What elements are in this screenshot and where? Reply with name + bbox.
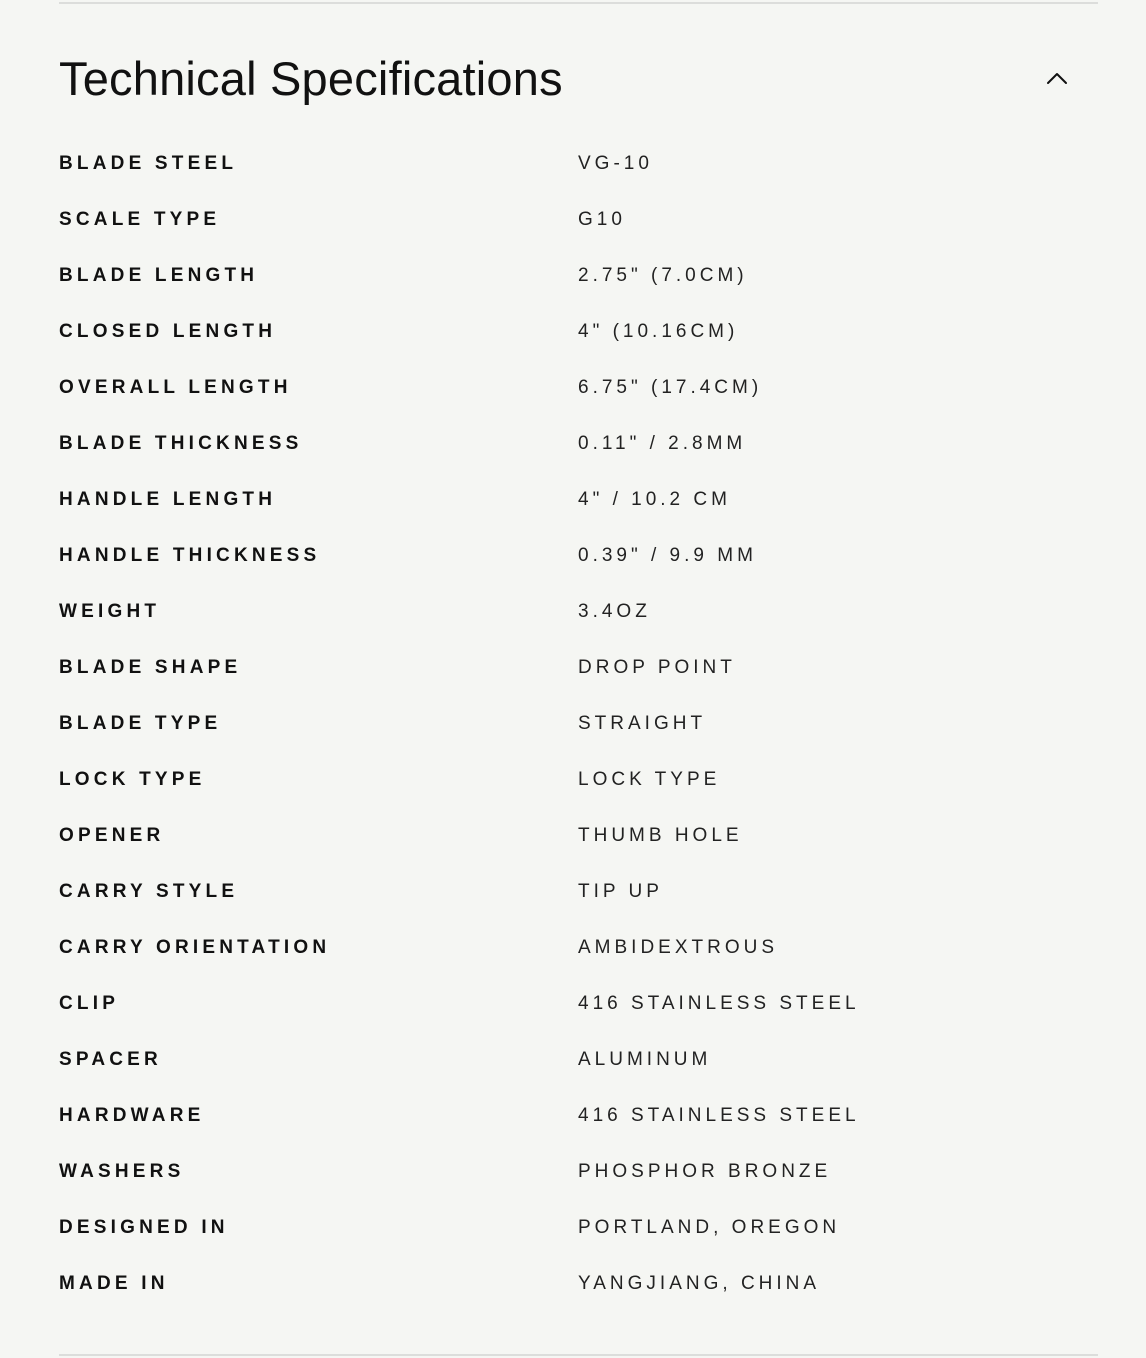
spec-value: 4" (10.16CM)	[578, 321, 739, 342]
spec-row-blade-thickness	[59, 416, 1098, 472]
section-title: Technical Specifications	[59, 51, 563, 105]
spec-row-carry-style	[59, 864, 1098, 920]
spec-value: TIP UP	[578, 881, 663, 902]
spec-value: 6.75" (17.4CM)	[578, 377, 763, 398]
spec-row-made-in	[59, 1256, 1098, 1312]
spec-value: THUMB HOLE	[578, 825, 743, 846]
spec-label: HARDWARE	[59, 1105, 205, 1126]
section-divider-top	[59, 2, 1098, 4]
spec-value: PORTLAND, OREGON	[578, 1217, 841, 1238]
spec-row-blade-steel	[59, 136, 1098, 192]
spec-value: 0.11" / 2.8MM	[578, 433, 747, 454]
spec-label: CARRY STYLE	[59, 881, 239, 902]
spec-row-carry-orientation	[59, 920, 1098, 976]
spec-value: YANGJIANG, CHINA	[578, 1273, 821, 1294]
spec-row-washers	[59, 1144, 1098, 1200]
spec-label: BLADE THICKNESS	[59, 433, 303, 454]
spec-value: G10	[578, 209, 626, 230]
spec-label: DESIGNED IN	[59, 1217, 229, 1238]
spec-value: 0.39" / 9.9 MM	[578, 545, 757, 566]
spec-row-overall-length	[59, 360, 1098, 416]
spec-row-opener	[59, 808, 1098, 864]
spec-value: 3.4OZ	[578, 601, 651, 622]
spec-value: 2.75" (7.0CM)	[578, 265, 748, 286]
tech-specs-accordion-header[interactable]	[59, 46, 1098, 110]
spec-row-hardware	[59, 1088, 1098, 1144]
spec-list	[59, 136, 1098, 1312]
spec-row-designed-in	[59, 1200, 1098, 1256]
spec-value: LOCK TYPE	[578, 769, 721, 790]
spec-label: CLIP	[59, 993, 120, 1014]
spec-label: CARRY ORIENTATION	[59, 937, 331, 958]
spec-row-blade-type	[59, 696, 1098, 752]
spec-row-spacer	[59, 1032, 1098, 1088]
spec-row-closed-length	[59, 304, 1098, 360]
spec-label: BLADE SHAPE	[59, 657, 242, 678]
spec-value: 4" / 10.2 CM	[578, 489, 731, 510]
spec-label: BLADE TYPE	[59, 713, 222, 734]
spec-row-handle-length	[59, 472, 1098, 528]
spec-value: ALUMINUM	[578, 1049, 712, 1070]
spec-label: HANDLE LENGTH	[59, 489, 277, 510]
spec-row-blade-length	[59, 248, 1098, 304]
spec-label: LOCK TYPE	[59, 769, 206, 790]
spec-row-blade-shape	[59, 640, 1098, 696]
spec-value: PHOSPHOR BRONZE	[578, 1161, 832, 1182]
spec-label: WASHERS	[59, 1161, 185, 1182]
chevron-up-icon-graphic	[1046, 71, 1068, 85]
spec-value: 416 STAINLESS STEEL	[578, 993, 860, 1014]
spec-row-lock-type	[59, 752, 1098, 808]
spec-label: CLOSED LENGTH	[59, 321, 277, 342]
spec-row-handle-thickness	[59, 528, 1098, 584]
spec-value: 416 STAINLESS STEEL	[578, 1105, 860, 1126]
chevron-up-icon[interactable]	[1037, 58, 1077, 98]
spec-label: OVERALL LENGTH	[59, 377, 292, 398]
spec-label: BLADE LENGTH	[59, 265, 259, 286]
spec-label: HANDLE THICKNESS	[59, 545, 321, 566]
spec-label: OPENER	[59, 825, 165, 846]
section-divider-bottom	[59, 1354, 1098, 1356]
spec-row-weight	[59, 584, 1098, 640]
spec-label: WEIGHT	[59, 601, 161, 622]
spec-label: MADE IN	[59, 1273, 169, 1294]
spec-row-scale-type	[59, 192, 1098, 248]
spec-value: DROP POINT	[578, 657, 736, 678]
spec-value: VG-10	[578, 153, 653, 174]
spec-label: SCALE TYPE	[59, 209, 221, 230]
spec-label: BLADE STEEL	[59, 153, 238, 174]
spec-value: AMBIDEXTROUS	[578, 937, 779, 958]
spec-value: STRAIGHT	[578, 713, 707, 734]
spec-label: SPACER	[59, 1049, 162, 1070]
spec-row-clip	[59, 976, 1098, 1032]
